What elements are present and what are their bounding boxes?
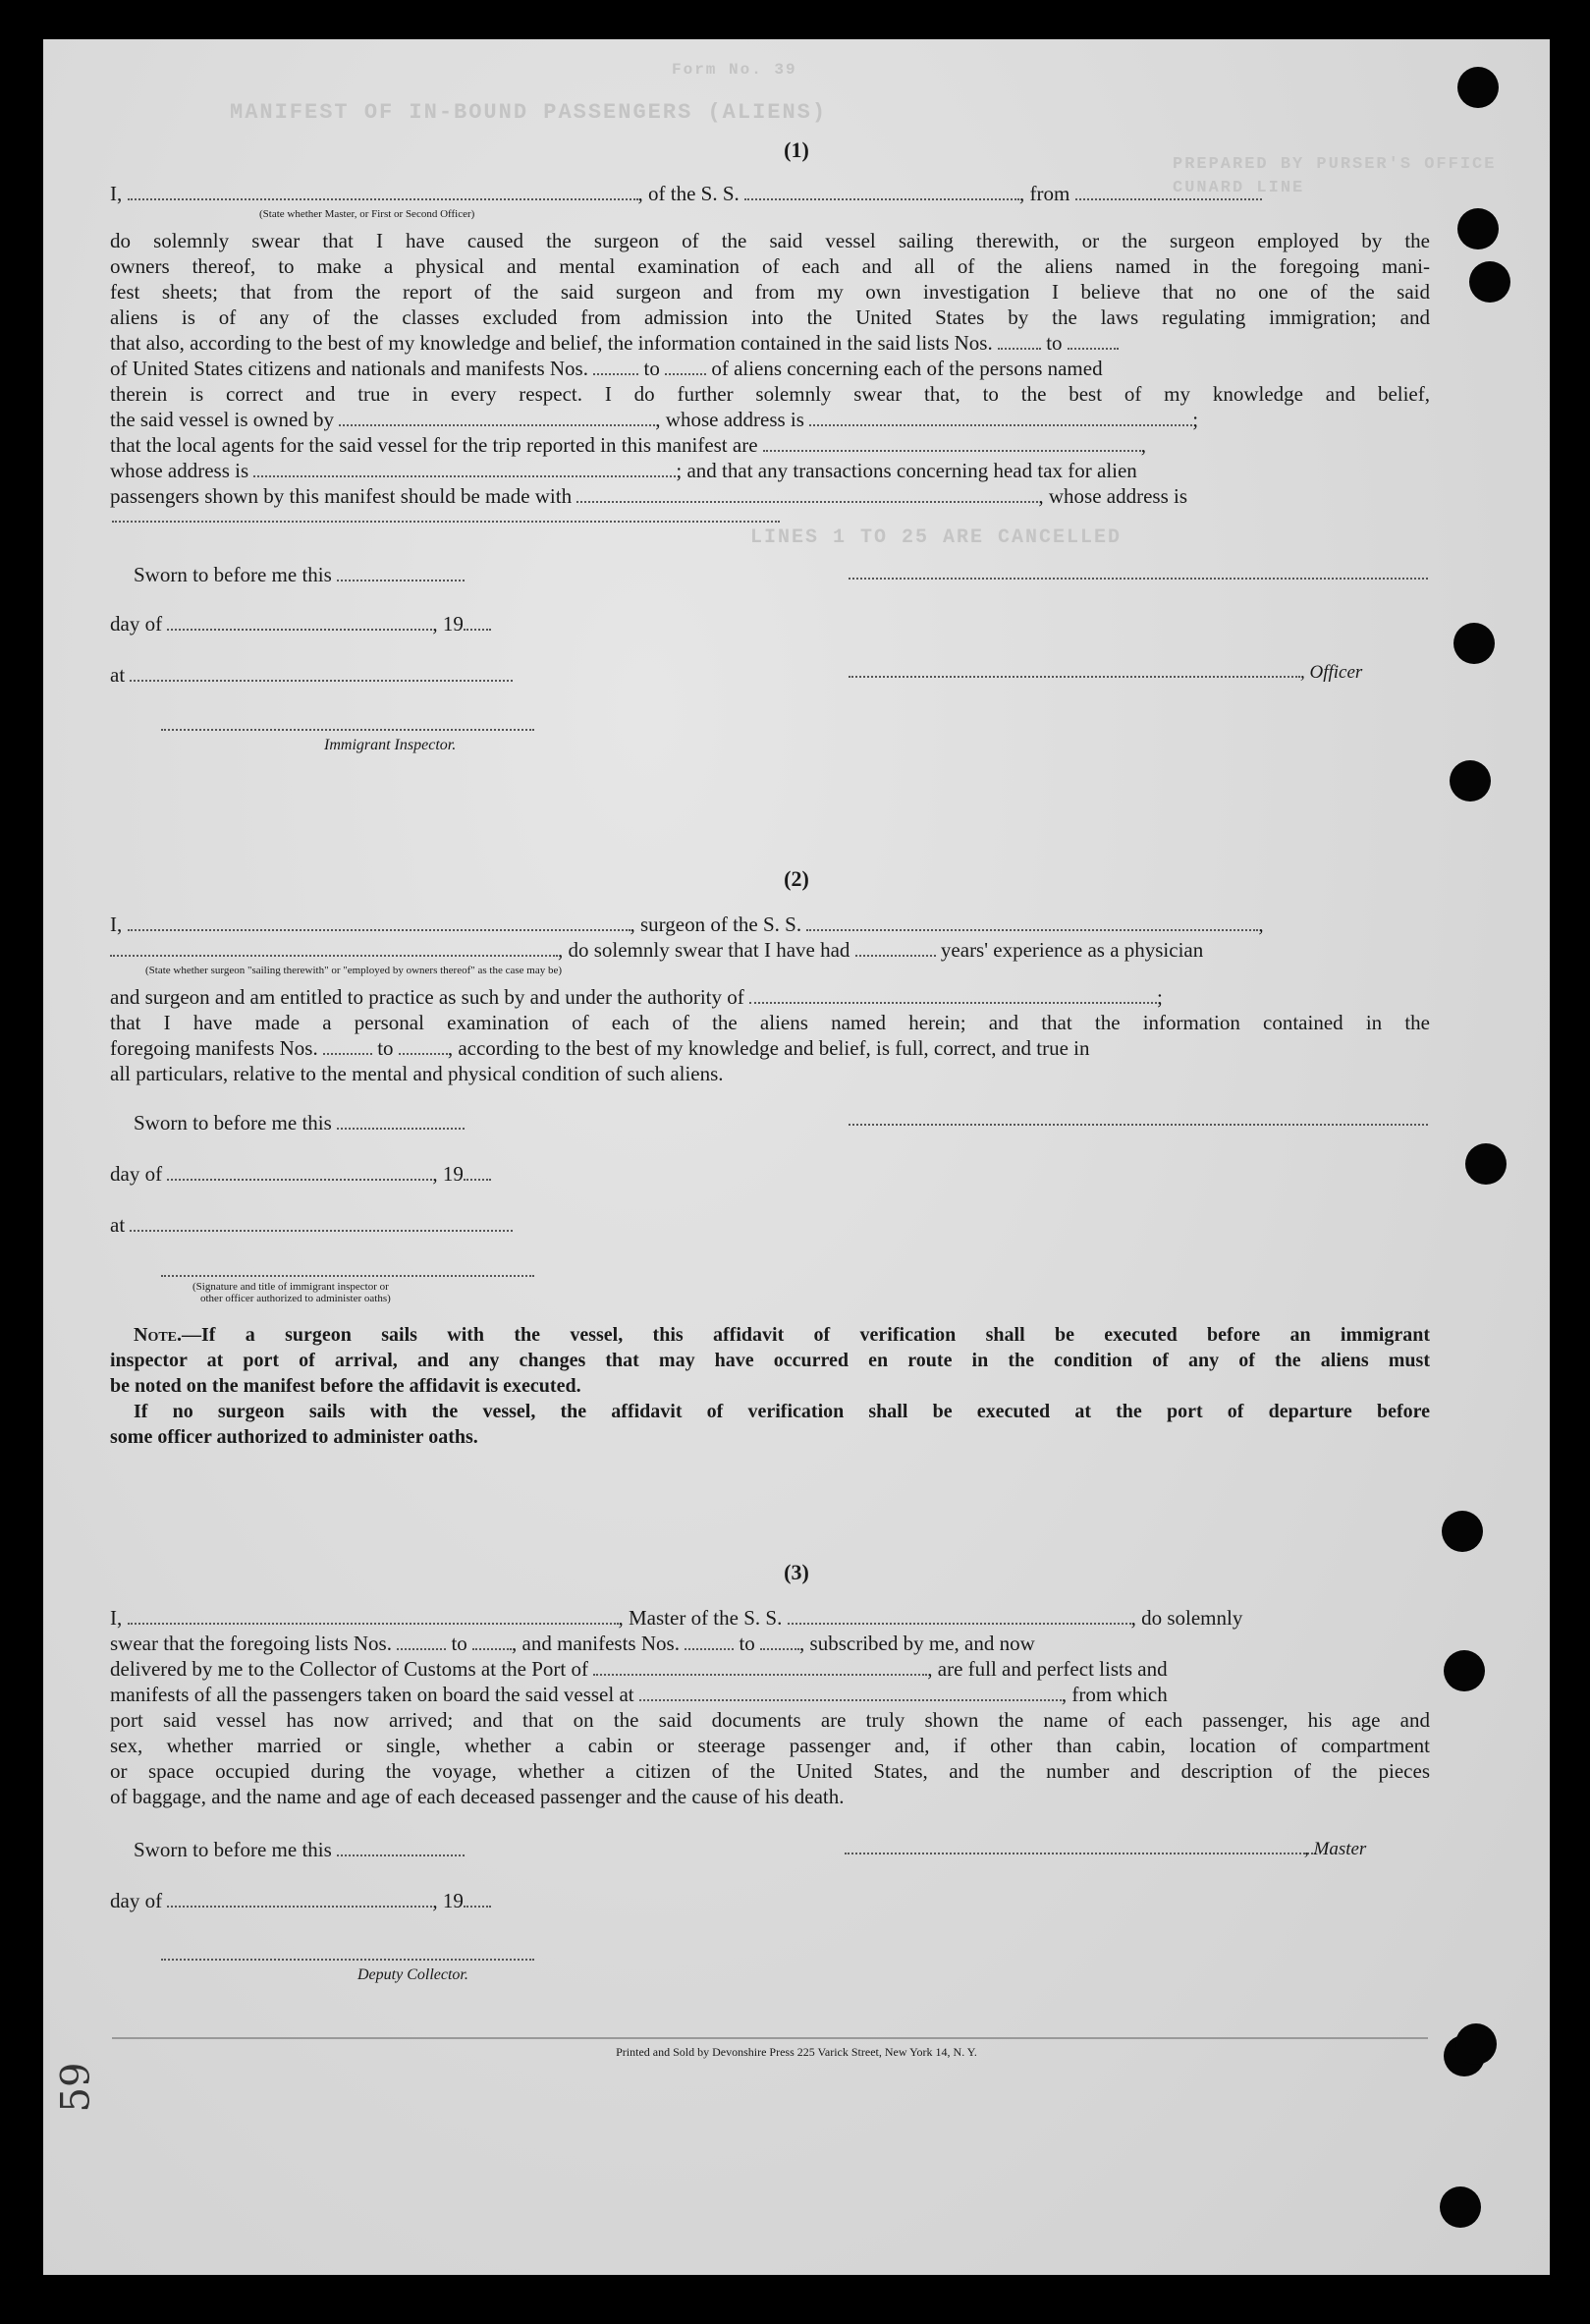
- section-3-para: of baggage, and the name and age of each deceased passenger and the cause of his death.: [110, 1785, 845, 1808]
- section-1-at: at: [110, 662, 1430, 688]
- section-3-para: manifests of all the passengers taken on board the said vessel at , from which: [110, 1683, 1168, 1706]
- note-para: some officer authorized to administer oaths.: [110, 1426, 478, 1448]
- section-1-dayof: day of , 19: [110, 611, 1430, 636]
- section-1-para: the said vessel is owned by , whose address is ;: [110, 408, 1199, 431]
- section-1-inspector: Immigrant Inspector.: [324, 737, 457, 753]
- faint-title: MANIFEST OF IN-BOUND PASSENGERS (ALIENS): [230, 100, 828, 125]
- footer-rule: [112, 2037, 1428, 2039]
- section-2-sig-caption: other officer authorized to administer oaths): [200, 1293, 391, 1304]
- section-2-para: foregoing manifests Nos. to , according to the best of my knowledge and belief, is full, correct, and true in: [110, 1036, 1090, 1060]
- section-3-para: swear that the foregoing lists Nos. to , and manifests Nos. to , subscribed by me, and now: [110, 1632, 1035, 1655]
- punch-hole: [1442, 1511, 1483, 1552]
- faint-left-heading-1: PREPARED BY PURSER'S OFFICE: [1173, 155, 1497, 174]
- faint-form-number: Form No. 39: [672, 61, 797, 79]
- section-1-para: of United States citizens and nationals and manifests Nos. to of aliens concerning each of the persons named: [110, 357, 1103, 380]
- section-1-para: owners thereof, to make a physical and mental examination of each and all of the aliens named in the foregoing mani-: [110, 254, 1430, 278]
- punch-hole: [1465, 1143, 1507, 1185]
- section-3-line-1: I, , Master of the S. S. , do solemnly: [110, 1606, 1243, 1630]
- section-1-para: do solemnly swear that I have caused the surgeon of the said vessel sailing therewith, or the surgeon employed by the: [110, 229, 1430, 252]
- section-2-line-2: , do solemnly swear that I have had years' experience as a physician: [110, 937, 1430, 963]
- punch-hole: [1450, 760, 1491, 802]
- section-3-master: , Master: [1304, 1839, 1367, 1859]
- document-page: [43, 39, 1550, 2275]
- punch-hole: [1453, 623, 1495, 664]
- section-1-para: that the local agents for the said vessel for the trip reported in this manifest are ,: [110, 433, 1147, 457]
- note-label: Note.: [134, 1324, 183, 1346]
- section-1-para: aliens is of any of the classes excluded from admission into the United States by the laws regulating immigration; and: [110, 305, 1430, 329]
- section-2-dayof: day of , 19: [110, 1161, 1430, 1187]
- section-2-para: all particulars, relative to the mental and physical condition of such aliens.: [110, 1062, 724, 1085]
- punch-hole: [1440, 2186, 1481, 2228]
- section-1-number: (1): [784, 138, 809, 162]
- section-1-caption: (State whether Master, or First or Second Officer): [259, 208, 475, 220]
- note-para: inspector at port of arrival, and any changes that may have occurred en route in the condition of any of the aliens must: [110, 1350, 1430, 1371]
- section-2-caption: (State whether surgeon "sailing therewith" or "employed by owners thereof" as the case may be): [145, 965, 563, 976]
- punch-hole: [1469, 261, 1510, 303]
- section-2-sworn: Sworn to before me this: [134, 1110, 1453, 1135]
- section-2-sig-caption: (Signature and title of immigrant inspector or: [192, 1281, 389, 1293]
- faint-stamp: LINES 1 TO 25 ARE CANCELLED: [750, 526, 1123, 549]
- section-1-para: that also, according to the best of my knowledge and belief, the information contained in the said lists Nos. to: [110, 330, 1430, 356]
- punch-hole: [1457, 208, 1499, 249]
- section-1-para: therein is correct and true in every respect. I do further solemnly swear that, to the best of my knowledge and belief,: [110, 382, 1430, 406]
- punch-hole: [1444, 1650, 1485, 1691]
- section-3-dayof: day of , 19: [110, 1888, 1430, 1913]
- note-para: If no surgeon sails with the vessel, the affidavit of verification shall be executed at the port of departure before: [134, 1401, 1430, 1422]
- section-3-para: or space occupied during the voyage, whether a citizen of the United States, and the number and description of the pieces: [110, 1759, 1430, 1783]
- section-3-para: delivered by me to the Collector of Customs at the Port of , are full and perfect lists and: [110, 1657, 1168, 1681]
- margin-note: 59: [53, 2062, 99, 2113]
- section-3-sworn: Sworn to before me this: [134, 1837, 1453, 1862]
- section-1-para: fest sheets; that from the report of the said surgeon and from my own investigation I believe that no one of the said: [110, 280, 1430, 304]
- section-3-number: (3): [784, 1560, 809, 1584]
- section-1-para: passengers shown by this manifest should be made with , whose address is: [110, 484, 1188, 508]
- section-2-para: that I have made a personal examination of each of the aliens named herein; and that the information contained in the: [110, 1011, 1430, 1034]
- section-2-at: at: [110, 1212, 1430, 1238]
- section-3-para: port said vessel has now arrived; and that on the said documents are truly shown the name of each passenger, his age and: [110, 1708, 1430, 1732]
- section-3-deputy: Deputy Collector.: [357, 1966, 468, 1983]
- section-3-para: sex, whether married or single, whether a cabin or steerage passenger and, if other than cabin, location of compartment: [110, 1734, 1430, 1757]
- section-2-line-1: I, , surgeon of the S. S. ,: [110, 913, 1264, 936]
- faint-left-heading-2: CUNARD LINE: [1173, 179, 1305, 197]
- note-para: Note.—If a surgeon sails with the vessel, this affidavit of verification shall be executed before an immigrant: [134, 1324, 1430, 1346]
- section-1-officer: , Officer: [1300, 662, 1363, 683]
- section-2-para: and surgeon and am entitled to practice as such by and under the authority of ;: [110, 985, 1163, 1009]
- section-2-number: (2): [784, 866, 809, 891]
- section-1-para: whose address is ; and that any transactions concerning head tax for alien: [110, 459, 1137, 482]
- note-para: be noted on the manifest before the affidavit is executed.: [110, 1375, 581, 1397]
- punch-hole: [1457, 67, 1499, 108]
- section-1-sworn: Sworn to before me this: [134, 562, 1453, 587]
- section-1-line-1: I, , of the S. S. , from: [110, 181, 1430, 206]
- printer-line: Printed and Sold by Devonshire Press 225 Varick Street, New York 14, N. Y.: [616, 2045, 977, 2059]
